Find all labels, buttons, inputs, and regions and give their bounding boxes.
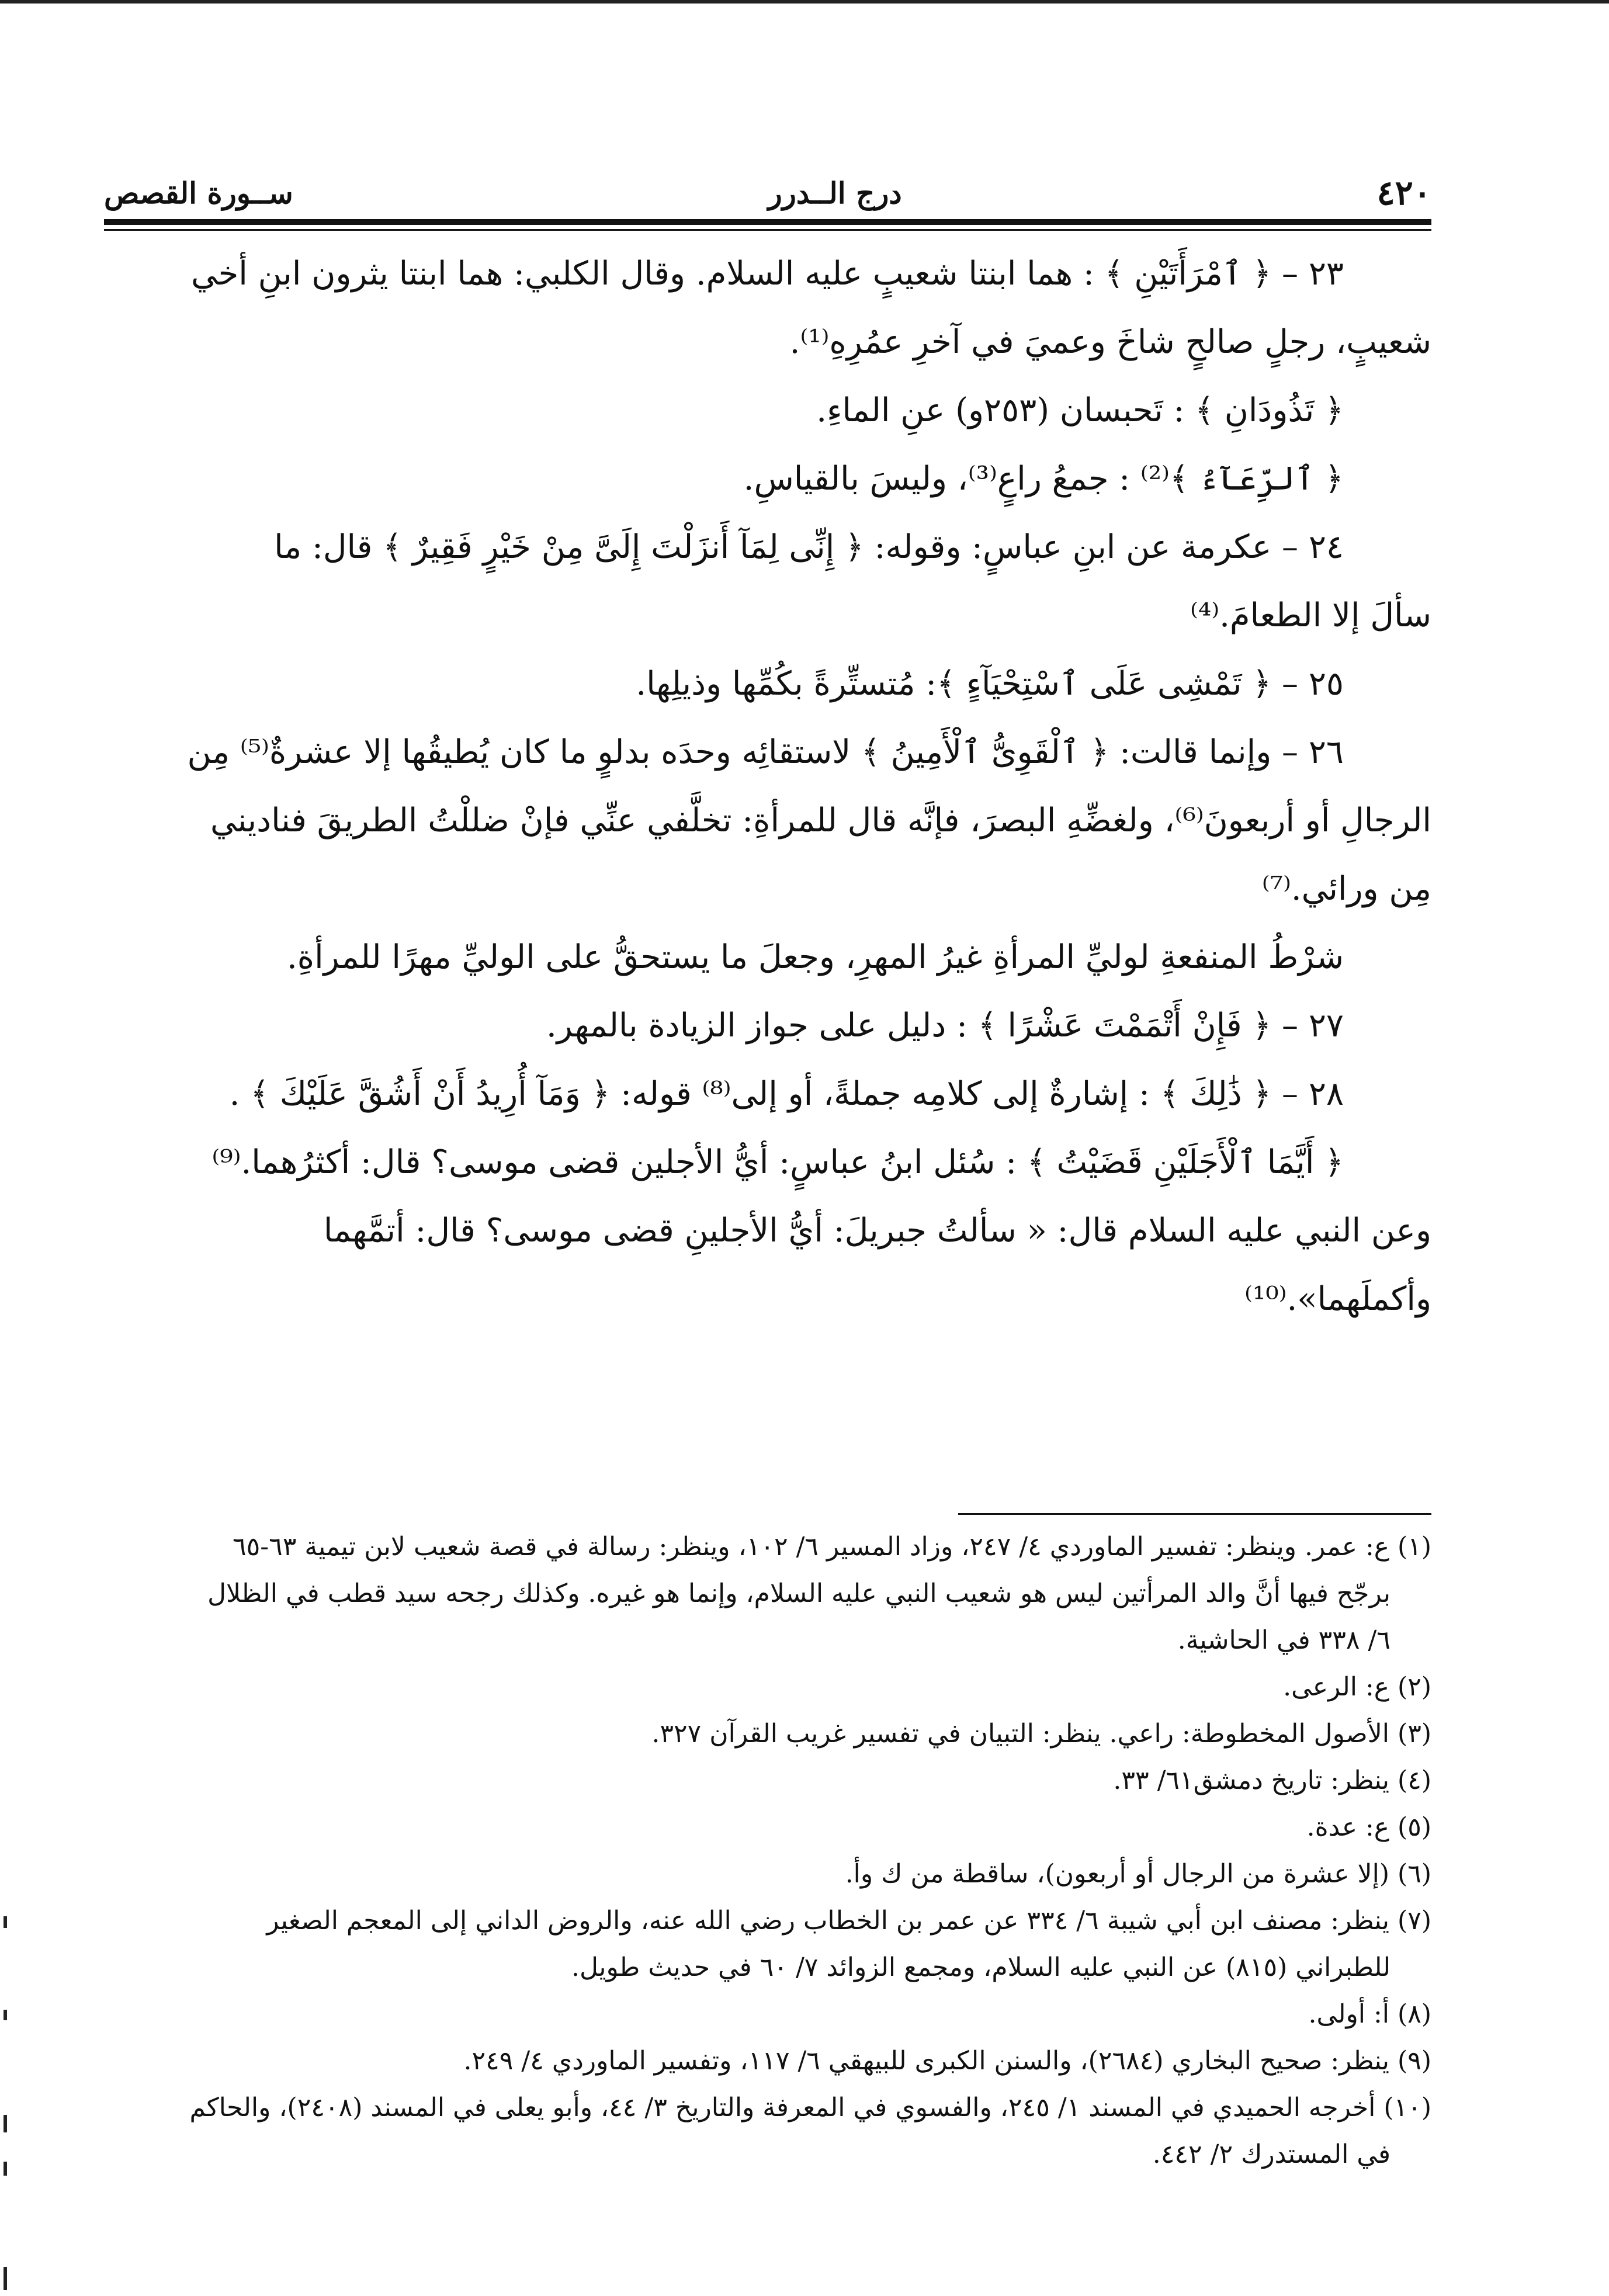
header-rule [104, 219, 1431, 225]
text-line: ٢٧ – ﴿ فَإِنْ أَتْمَمْتَ عَشْرًا ﴾ : دليل على جواز الزيادة بالمهر. [546, 1007, 1344, 1045]
page-header [104, 169, 1431, 216]
scan-mark [4, 2162, 7, 2176]
footnote-line: (٩) ينظر: صحيح البخاري (٢٦٨٤)، والسنن الكبرى للبيهقي ٦/ ١١٧، وتفسير الماوردي ٤/ ٢٤٩. [463, 2046, 1431, 2076]
footnote-line: ٦/ ٣٣٨ في الحاشية. [1177, 1625, 1390, 1655]
book-title: درج الــدرر [768, 175, 902, 210]
text-line: ﴿ أَيَّمَا ٱلْأَجَلَيْنِ قَضَيْتُ ﴾ : سُئل ابنُ عباسٍ: أيُّ الأجلين قضى موسى؟ قال: أكثرُهما.⁽⁹⁾ [211, 1143, 1344, 1181]
scan-edge-marks [0, 0, 18, 2296]
text-line: ٢٥ – ﴿ تَمْشِى عَلَى ٱسْتِحْيَآءٍ ﴾: مُتستِّرةً بكُمِّها وذيلِها. [636, 665, 1344, 703]
text-line: ٢٤ – عكرمة عن ابنِ عباسٍ: وقوله: ﴿ إِنِّى لِمَآ أَنزَلْتَ إِلَىَّ مِنْ خَيْرٍ فَقِيرٌ ﴾ قال: ما [274, 528, 1344, 566]
main-text [104, 240, 1431, 1333]
footnote-line: (٨) أ: أولى. [1308, 1999, 1431, 2029]
scan-mark [4, 2010, 7, 2020]
surah-title: ســورة القصص [104, 175, 293, 210]
text-line: شعيبٍ، رجلٍ صالحٍ شاخَ وعميَ في آخرِ عمُرِهِ⁽¹⁾. [789, 323, 1431, 361]
footnote-line: برجّح فيها أنَّ والد المرأتين ليس هو شعيب النبي عليه السلام، وإنما هو غيره. وكذلك رجحه سيد قطب في الظلال [207, 1579, 1390, 1608]
text-line: ٢٦ – وإنما قالت: ﴿ ٱلْقَوِىُّ ٱلْأَمِينُ ﴾ لاستقائِه وحدَه بدلوٍ ما كان يُطيقُها إلا عشرةٌ⁽⁵⁾ مِن [187, 733, 1344, 771]
text-line: الرجالِ أو أربعونَ⁽⁶⁾، ولغضِّهِ البصرَ، فإنَّه قال للمرأةِ: تخلَّفي عنِّي فإنْ ضللْتُ الطريقَ فناديني [210, 802, 1431, 840]
text-line: مِن ورائي.⁽⁷⁾ [1261, 870, 1431, 908]
footnote-separator [958, 1513, 1431, 1515]
footnote-line: في المستدرك ٢/ ٤٤٢. [1152, 2139, 1390, 2169]
footnote-line: (٥) ع: عدة. [1306, 1812, 1431, 1842]
scan-mark [4, 2267, 7, 2290]
footnote-line: للطبراني (٨١٥) عن النبي عليه السلام، ومجمع الزوائد ٧/ ٦٠ في حديث طويل. [571, 1952, 1390, 1982]
text-line: ﴿ ٱلرِّعَآءُ ﴾⁽²⁾ : جمعُ راعٍ⁽³⁾، وليسَ بالقياسِ. [743, 460, 1344, 498]
footnote-line: (٣) الأصول المخطوطة: راعي. ينظر: التبيان في تفسير غريب القرآن ٣٢٧. [651, 1719, 1431, 1749]
footnote-line: (٦) (إلا عشرة من الرجال أو أربعون)، ساقطة من ك وأ. [845, 1859, 1431, 1889]
scan-mark [4, 1916, 7, 1928]
text-line: ٢٨ – ﴿ ذَٰلِكَ ﴾ : إشارةٌ إلى كلامِه جملةً، أو إلى⁽⁸⁾ قوله: ﴿ وَمَآ أُرِيدُ أَنْ أَشُقَّ عَلَيْكَ ﴾ . [229, 1075, 1344, 1113]
scan-mark [4, 2115, 7, 2132]
header-rule-thin [104, 229, 1431, 231]
text-line: وأكملَهما».⁽¹⁰⁾ [1244, 1280, 1431, 1318]
page-number: ٤٢٠ [1376, 173, 1431, 213]
text-line: ﴿ تَذُودَانِ ﴾ : تَحبسان (٢٥٣و) عنِ الماءِ. [816, 391, 1344, 429]
footnote-line: (١٠) أخرجه الحميدي في المسند ١/ ٢٤٥، والفسوي في المعرفة والتاريخ ٣/ ٤٤، وأبو يعلى في المسند (٢٤٠٨)، والحاكم [189, 2093, 1431, 2122]
footnotes [104, 1524, 1431, 2178]
text-line: ٢٣ – ﴿ ٱمْرَأَتَيْنِ ﴾ : هما ابنتا شعيبٍ عليه السلام. وقال الكلبي: هما ابنتا يثرون ابنِ أخي [190, 255, 1344, 293]
footnote-line: (٤) ينظر: تاريخ دمشق٦١/ ٣٣. [1113, 1766, 1431, 1795]
footnote-line: (١) ع: عمر. وينظر: تفسير الماوردي ٤/ ٢٤٧، وزاد المسير ٦/ ١٠٢، وينظر: رسالة في قصة شعيب لابن تيمية ٦٣-٦٥ [232, 1532, 1431, 1562]
footnote-line: (٧) ينظر: مصنف ابن أبي شيبة ٦/ ٣٣٤ عن عمر بن الخطاب رضي الله عنه، والروض الداني إلى المعجم الصغير [266, 1906, 1431, 1936]
text-line: سألَ إلا الطعامَ.⁽⁴⁾ [1190, 596, 1431, 634]
top-edge-rule [0, 0, 1609, 4]
footnote-line: (٢) ع: الرعى. [1283, 1672, 1431, 1702]
text-line: شرْطُ المنفعةِ لوليِّ المرأةِ غيرُ المهرِ، وجعلَ ما يستحقُّ على الوليِّ مهرًا للمرأةِ. [286, 938, 1344, 976]
text-line: وعن النبي عليه السلام قال: « سألتُ جبريلَ: أيُّ الأجلينِ قضى موسى؟ قال: أتمَّهما [323, 1212, 1431, 1250]
